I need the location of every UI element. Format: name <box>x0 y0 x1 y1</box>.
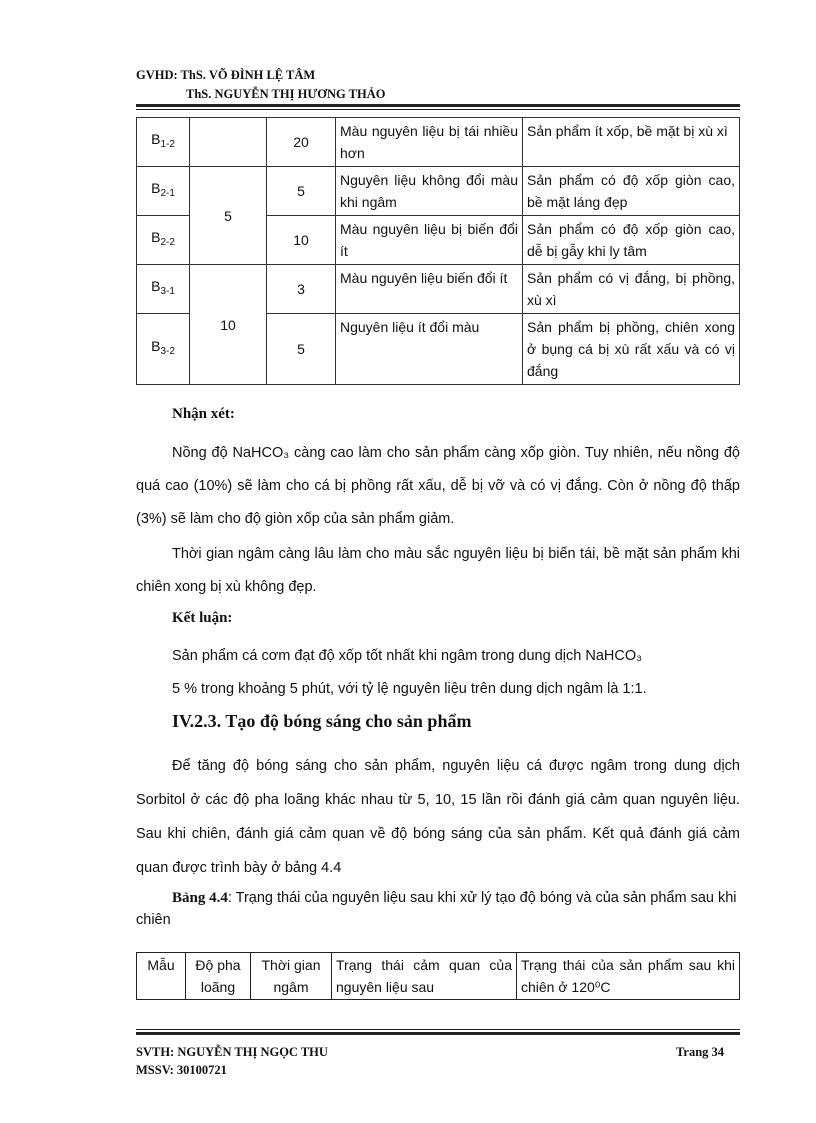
sample-cell: $B_{2-1}$ <box>137 167 190 216</box>
table-caption <box>136 887 740 931</box>
table-header-row <box>137 953 740 1000</box>
column-header: Độ pha loãng <box>186 953 251 1000</box>
concentration-cell <box>190 118 267 167</box>
footer-student: SVTH: NGUYỄN THỊ NGỌC THU <box>136 1045 328 1059</box>
table-row <box>137 118 740 167</box>
conclusion-title: Kết luận: <box>172 610 233 626</box>
section-paragraph: Để tăng độ bóng sáng cho sản phẩm, nguyên liệu cá được ngâm trong dung dịch Sorbitol ở các độ pha loãng khác nhau từ 5, 10, 15 lần rồi đánh giá cảm quan nguyên liệu. Sau khi chiên, đánh giá cảm quan về độ bóng sáng của sản phẩm. Kết quả đánh giá cảm quan được trình bày ở bảng 4.4 <box>136 758 740 876</box>
column-header: Trạng thái cảm quan của nguyên liệu sau <box>332 953 517 1000</box>
footer-rule-thick <box>136 1032 740 1035</box>
time-cell: 20 <box>267 118 336 167</box>
time-cell: 5 <box>267 314 336 385</box>
column-header: Trạng thái của sản phẩm sau khi chiên ở 120⁰C <box>517 953 740 1000</box>
time-cell: 3 <box>267 265 336 314</box>
product-state-cell: Sản phẩm ít xốp, bề mặt bị xù xì <box>523 118 740 167</box>
table-row <box>137 265 740 314</box>
header-advisor-1: GVHD: ThS. VÕ ĐÌNH LỆ TÂM <box>136 68 316 82</box>
header-advisor-2: ThS. NGUYỄN THỊ HƯƠNG THẢO <box>186 87 386 101</box>
table-row <box>137 167 740 216</box>
header-rule-thick <box>136 104 740 107</box>
product-state-cell: Sản phẩm có vị đắng, bị phồng, xù xì <box>523 265 740 314</box>
sample-cell: $B_{3-1}$ <box>137 265 190 314</box>
material-state-cell: Màu nguyên liệu biến đổi ít <box>336 265 523 314</box>
remark-title: Nhận xét: <box>172 406 235 422</box>
page-number: Trang 34 <box>676 1045 725 1059</box>
material-state-cell: Màu nguyên liệu bị biến đổi ít <box>336 216 523 265</box>
product-state-cell: Sản phẩm có độ xốp giòn cao, bề mặt láng đẹp <box>523 167 740 216</box>
product-state-cell: Sản phẩm bị phồng, chiên xong ở bụng cá bị xù rất xấu và có vị đắng <box>523 314 740 385</box>
sample-cell: $B_{3-2}$ <box>137 314 190 385</box>
footer-rule-thin <box>136 1029 740 1030</box>
concentration-cell: 10 <box>190 265 267 385</box>
sample-cell: $B_{2-2}$ <box>137 216 190 265</box>
header-rule-thin <box>136 109 740 110</box>
section-heading: IV.2.3. Tạo độ bóng sáng cho sản phẩm <box>172 711 472 731</box>
conclusion-line-1: Sản phẩm cá cơm đạt độ xốp tốt nhất khi ngâm trong dung dịch NaHCO₃ <box>172 648 643 664</box>
product-state-cell: Sản phẩm có độ xốp giòn cao, dễ bị gẫy khi ly tâm <box>523 216 740 265</box>
material-state-cell: Màu nguyên liệu bị tái nhiều hơn <box>336 118 523 167</box>
table-caption-label: Bảng 4.4 <box>172 890 228 906</box>
conclusion-line-2: 5 % trong khoảng 5 phút, với tỷ lệ nguyên liệu trên dung dịch ngâm là 1:1. <box>172 681 647 697</box>
sample-cell: $B_{1-2}$ <box>137 118 190 167</box>
table-naHCO3-results <box>136 117 740 385</box>
material-state-cell: Nguyên liệu không đổi màu khi ngâm <box>336 167 523 216</box>
concentration-cell: 5 <box>190 167 267 265</box>
remark-paragraph-2: Thời gian ngâm càng lâu làm cho màu sắc nguyên liệu bị biến tái, bề mặt sản phẩm khi chiên xong bị xù không đẹp. <box>136 546 740 595</box>
material-state-cell: Nguyên liệu ít đổi màu <box>336 314 523 385</box>
remark-paragraph-1: Nồng độ NaHCO₃ càng cao làm cho sản phẩm càng xốp giòn. Tuy nhiên, nếu nồng độ quá cao (10%) sẽ làm cho cá bị phồng rất xấu, dễ bị vỡ và có vị đắng. Còn ở nồng độ thấp (3%) sẽ làm cho độ giòn xốp của sản phẩm giảm. <box>136 445 740 527</box>
column-header: Mẫu <box>137 953 186 1000</box>
column-header: Thời gian ngâm <box>251 953 332 1000</box>
table-caption-text: : Trạng thái của nguyên liệu sau khi xử lý tạo độ bóng và của sản phẩm sau khi chiên <box>136 890 737 928</box>
table-sorbitol-results <box>136 952 740 1000</box>
footer-mssv: MSSV: 30100721 <box>136 1063 227 1077</box>
time-cell: 10 <box>267 216 336 265</box>
time-cell: 5 <box>267 167 336 216</box>
